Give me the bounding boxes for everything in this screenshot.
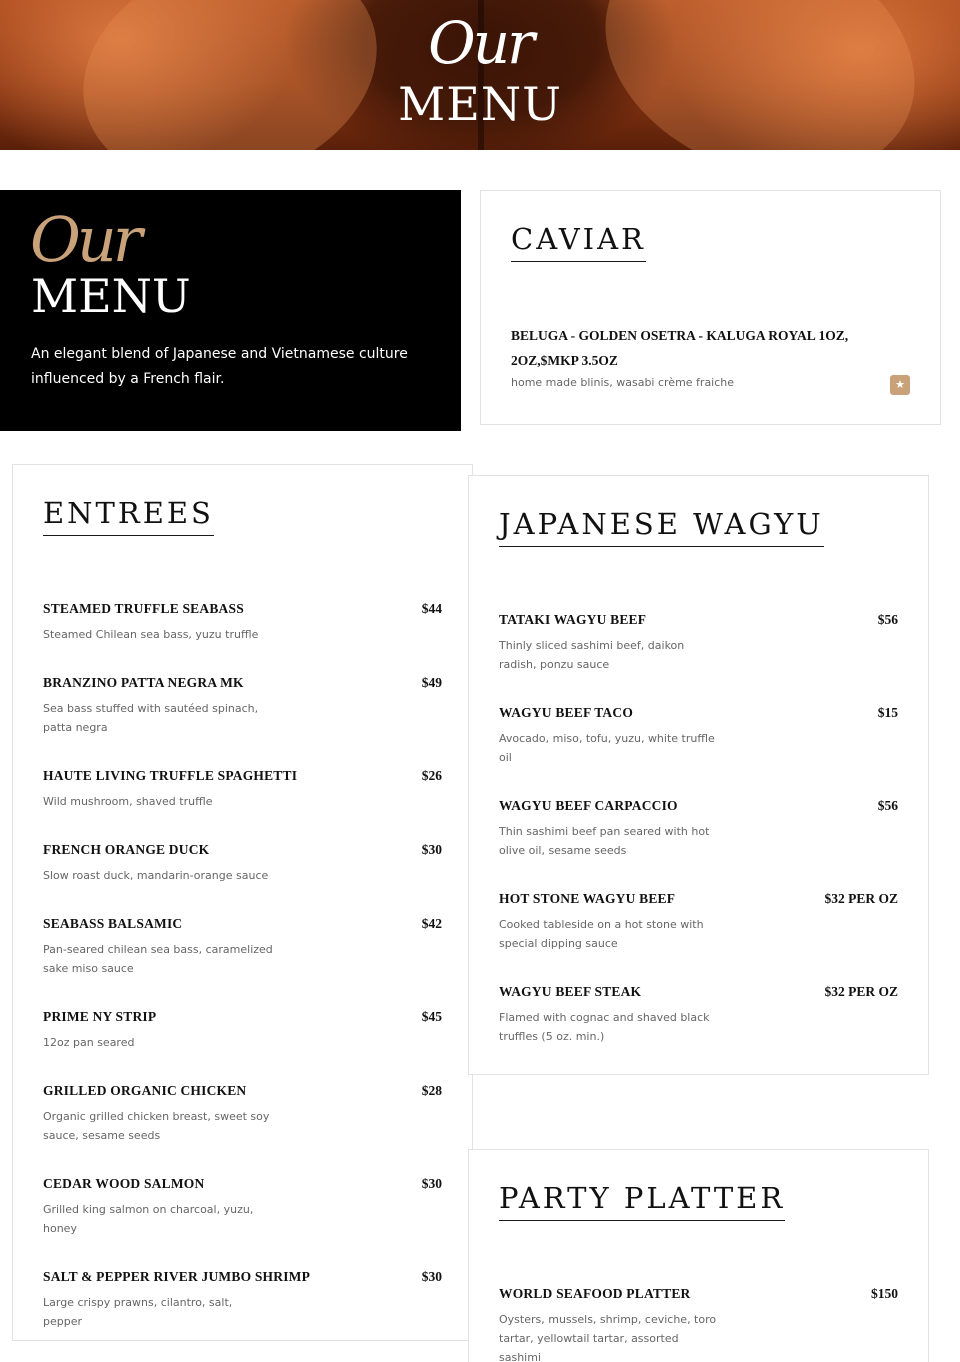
item-name: TATAKI WAGYU BEEF [499, 612, 647, 627]
item-price: $56 [877, 798, 898, 813]
item-name: BRANZINO PATTA NEGRA MK [43, 675, 244, 690]
entrees-card [12, 464, 473, 1341]
item-price: $150 [871, 1286, 898, 1301]
item-description: Pan-seared chilean sea bass, caramelized sake miso sauce [43, 943, 273, 975]
entrees-title: ENTREES [43, 495, 214, 536]
star-icon[interactable]: ★ [890, 375, 910, 395]
item-price: $30 [421, 842, 442, 857]
item-price: $30 [421, 1176, 442, 1191]
item-description: Flamed with cognac and shaved black truffles (5 oz. min.) [499, 1011, 710, 1043]
item-description: Cooked tableside on a hot stone with special dipping sauce [499, 918, 704, 950]
item-price: $56 [877, 612, 898, 627]
intro-panel [0, 190, 461, 431]
item-description: Thin sashimi beef pan seared with hot olive oil, sesame seeds [499, 825, 710, 857]
item-description: Organic grilled chicken breast, sweet soy sauce, sesame seeds [43, 1110, 270, 1142]
item-name: GRILLED ORGANIC CHICKEN [43, 1083, 247, 1098]
intro-description: An elegant blend of Japanese and Vietnamese culture influenced by a French flair. [31, 346, 408, 387]
item-price: $42 [421, 916, 442, 931]
wagyu-title: JAPANESE WAGYU [499, 506, 824, 547]
item-description: Wild mushroom, shaved truffle [43, 795, 213, 808]
item-name: FRENCH ORANGE DUCK [43, 842, 210, 857]
item-description: Avocado, miso, tofu, yuzu, white truffle oil [499, 732, 715, 764]
caviar-item-name: BELUGA - GOLDEN OSETRA - KALUGA ROYAL 1OZ, 2OZ,$MKP 3.5OZ [511, 328, 849, 368]
item-name: WAGYU BEEF TACO [499, 705, 634, 720]
item-name: PRIME NY STRIP [43, 1009, 157, 1024]
item-name: SEABASS BALSAMIC [43, 916, 183, 931]
item-price: $28 [421, 1083, 442, 1098]
item-description: 12oz pan seared [43, 1036, 135, 1049]
item-name: HOT STONE WAGYU BEEF [499, 891, 676, 906]
item-price: $44 [421, 601, 442, 616]
item-name: SALT & PEPPER RIVER JUMBO SHRIMP [43, 1269, 311, 1284]
item-price: $26 [421, 768, 442, 783]
item-description: Grilled king salmon on charcoal, yuzu, honey [43, 1203, 254, 1235]
item-price: $49 [421, 675, 442, 690]
item-price: $15 [877, 705, 898, 720]
party-platter-title: PARTY PLATTER [499, 1180, 785, 1221]
caviar-card [480, 190, 941, 425]
caviar-item-description: home made blinis, wasabi crème fraiche [511, 376, 735, 389]
item-name: STEAMED TRUFFLE SEABASS [43, 601, 244, 616]
hero-banner [0, 0, 960, 150]
item-price: $45 [421, 1009, 442, 1024]
hero-script-title: Our [428, 9, 532, 77]
item-name: HAUTE LIVING TRUFFLE SPAGHETTI [43, 768, 298, 783]
intro-script-title: Our [30, 203, 139, 276]
intro-title: MENU [31, 269, 191, 323]
item-description: Large crispy prawns, cilantro, salt, pepper [43, 1296, 233, 1328]
item-name: WORLD SEAFOOD PLATTER [499, 1286, 691, 1301]
item-description: Thinly sliced sashimi beef, daikon radish, ponzu sauce [499, 639, 685, 671]
item-description: Oysters, mussels, shrimp, ceviche, toro tartar, yellowtail tartar, assorted sashimi [499, 1313, 717, 1362]
item-name: WAGYU BEEF STEAK [499, 984, 642, 999]
item-description: Sea bass stuffed with sautéed spinach, patta negra [43, 702, 259, 734]
item-description: Slow roast duck, mandarin-orange sauce [43, 869, 269, 882]
item-description: Steamed Chilean sea bass, yuzu truffle [43, 628, 259, 641]
item-price: $32 PER OZ [824, 891, 898, 906]
wagyu-card [468, 475, 929, 1075]
item-price: $30 [421, 1269, 442, 1284]
item-price: $32 PER OZ [824, 984, 898, 999]
item-name: WAGYU BEEF CARPACCIO [499, 798, 678, 813]
item-name: CEDAR WOOD SALMON [43, 1176, 205, 1191]
hero-title: MENU [398, 77, 562, 131]
party-platter-card [468, 1149, 929, 1362]
caviar-title: CAVIAR [511, 221, 646, 262]
